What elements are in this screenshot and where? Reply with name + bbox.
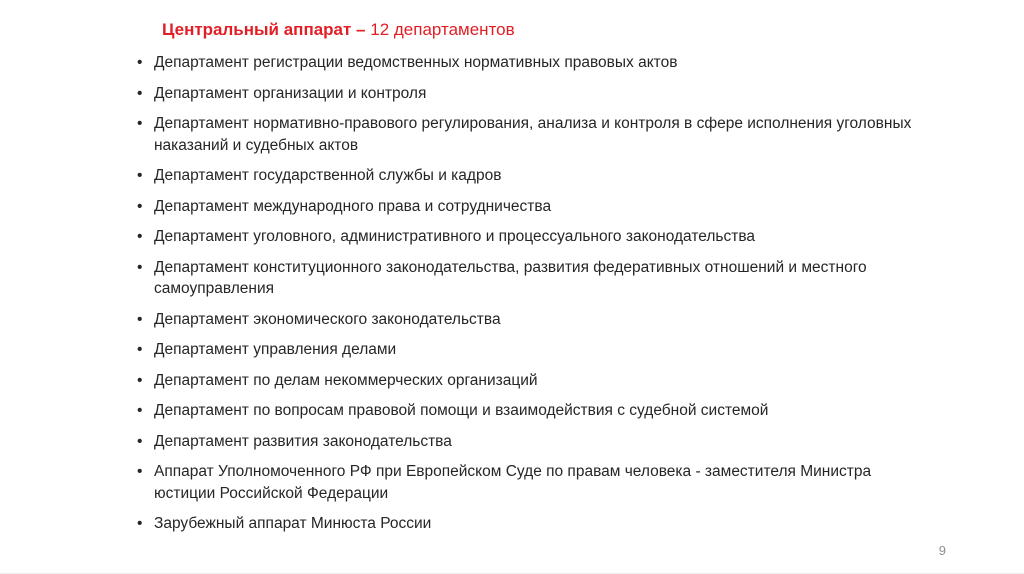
list-item bbox=[137, 400, 919, 422]
bullet-icon: • bbox=[137, 402, 143, 419]
list-item bbox=[137, 339, 919, 361]
list-item-text: Аппарат Уполномоченного РФ при Европейском Суде по правам человека - заместителя Министра юстиции Российской Федерации bbox=[154, 463, 872, 502]
bullet-icon: • bbox=[137, 515, 143, 532]
list-item-text: Зарубежный аппарат Минюста России bbox=[154, 515, 432, 532]
bullet-icon: • bbox=[137, 341, 143, 358]
list-item-text: Департамент развития законодательства bbox=[154, 432, 452, 450]
list-item bbox=[137, 309, 919, 331]
bullet-icon: • bbox=[137, 371, 143, 389]
list-item-text: Департамент регистрации ведомственных нормативных правовых актов bbox=[154, 54, 678, 71]
bullet-icon: • bbox=[137, 310, 143, 328]
list-item bbox=[137, 461, 919, 504]
list-item bbox=[137, 513, 919, 535]
list-item-text: Департамент государственной службы и кадров bbox=[154, 167, 502, 184]
list-item bbox=[137, 257, 919, 300]
bullet-icon: • bbox=[137, 197, 143, 215]
list-item bbox=[137, 52, 919, 74]
bullet-icon: • bbox=[137, 432, 143, 450]
bullet-icon: • bbox=[137, 167, 143, 184]
list-item bbox=[137, 431, 919, 453]
list-item-text: Департамент по вопросам правовой помощи и взаимодействия с судебной системой bbox=[154, 402, 769, 419]
bullet-icon: • bbox=[137, 228, 143, 245]
list-item bbox=[137, 165, 919, 187]
list-item bbox=[137, 113, 919, 156]
page-number: 9 bbox=[938, 543, 946, 558]
list-item-text: Департамент управления делами bbox=[154, 341, 397, 358]
list-item bbox=[137, 370, 919, 392]
slide-title-bold: Центральный аппарат – bbox=[162, 20, 366, 39]
bullet-icon: • bbox=[137, 115, 143, 132]
list-item-text: Департамент международного права и сотрудничества bbox=[154, 197, 552, 215]
list-item-text: Департамент нормативно-правового регулирования, анализа и контроля в сфере исполнения уголовных наказаний и судебных актов bbox=[154, 115, 912, 154]
list-item bbox=[137, 83, 919, 105]
bullet-icon: • bbox=[137, 258, 143, 276]
list-item-text: Департамент экономического законодательства bbox=[154, 310, 501, 328]
list-item bbox=[137, 196, 919, 218]
bullet-icon: • bbox=[137, 84, 143, 102]
bullet-icon: • bbox=[137, 463, 143, 480]
list-item-text: Департамент по делам некоммерческих организаций bbox=[154, 371, 538, 389]
list-item-text: Департамент конституционного законодательства, развития федеративных отношений и местного самоуправления bbox=[154, 258, 867, 297]
bullet-icon: • bbox=[137, 54, 143, 71]
list-item bbox=[137, 226, 919, 248]
department-list bbox=[137, 52, 919, 544]
slide-title bbox=[162, 19, 515, 41]
slide-title-regular: 12 департаментов bbox=[365, 20, 515, 39]
list-item-text: Департамент организации и контроля bbox=[154, 84, 427, 102]
list-item-text: Департамент уголовного, административного и процессуального законодательства bbox=[154, 228, 756, 245]
